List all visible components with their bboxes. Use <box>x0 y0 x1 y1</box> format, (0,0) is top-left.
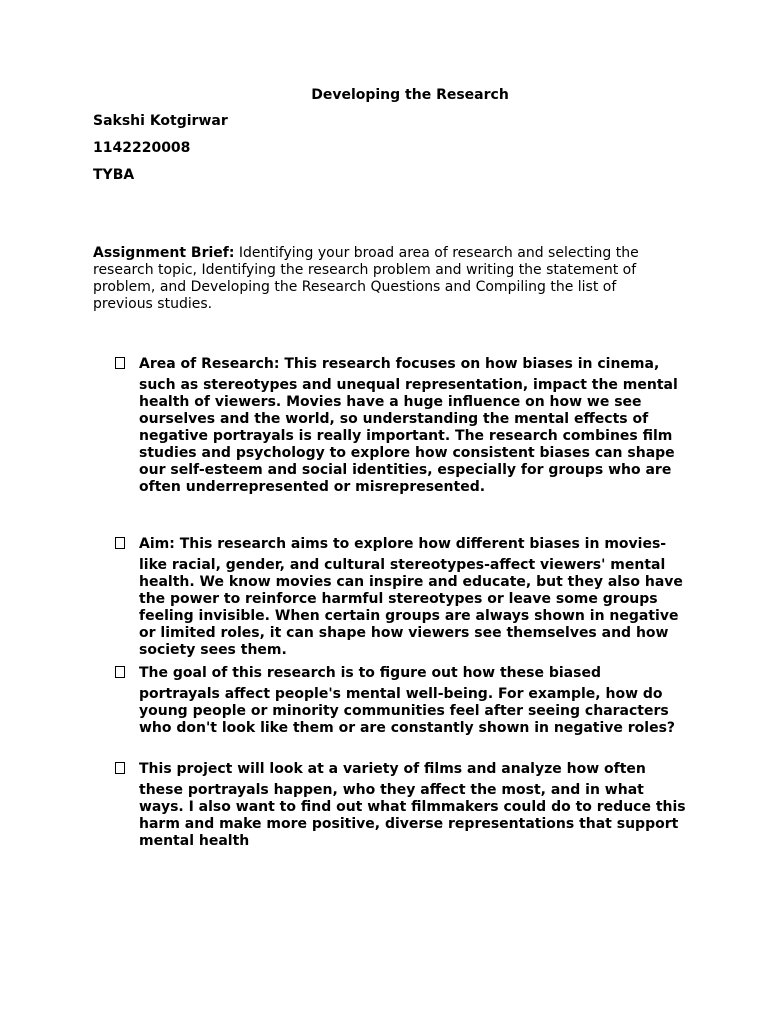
list-item-body: these portrayals happen, who they affect the most, and in what ways. I also want to find out what filmmakers could do to reduce this harm and make more positive, diverse representations that support mental health <box>139 782 686 849</box>
list-item-first-line: This project will look at a variety of films and analyze how often <box>139 761 646 777</box>
assignment-brief-text: Identifying your broad area of research and selecting the research topic, Identifying the research problem and writing the statement of problem, and Developing the Research Questions and Compiling the list of previous studies. <box>93 245 639 312</box>
missing-glyph-bullet-icon <box>115 666 125 678</box>
list-item-body: such as stereotypes and unequal representation, impact the mental health of viewers. Movies have a huge influence on how we see ourselves and the world, so understanding the mental effects of negative portrayals is really important. The research combines film studies and psychology to explore how consistent biases can shape our self-esteem and social identities, especially for groups who are often underrepresented or misrepresented. <box>139 377 678 495</box>
assignment-brief <box>93 245 673 313</box>
class-name: TYBA <box>93 167 135 183</box>
missing-glyph-bullet-icon <box>115 537 125 549</box>
missing-glyph-bullet-icon <box>115 357 125 369</box>
assignment-brief-label: Assignment Brief: <box>93 245 235 261</box>
list-item-first-line: Aim: This research aims to explore how different biases in movies- <box>139 536 667 552</box>
missing-glyph-bullet-icon <box>115 762 125 774</box>
document-title: Developing the Research <box>311 87 509 103</box>
list-item-first-line: Area of Research: This research focuses on how biases in cinema, <box>139 356 660 372</box>
author-name: Sakshi Kotgirwar <box>93 113 228 129</box>
list-item-body: portrayals affect people's mental well-being. For example, how do young people or minority communities feel after seeing characters who don't look like them or are constantly shown in negative roles? <box>139 686 676 736</box>
list-item-body: like racial, gender, and cultural stereotypes-affect viewers' mental health. We know movies can inspire and educate, but they also have the power to reinforce harmful stereotypes or leave some groups feeling invisible. When certain groups are always shown in negative or limited roles, it can shape how viewers see themselves and how society sees them. <box>139 557 683 658</box>
list-item-first-line: The goal of this research is to figure out how these biased <box>139 665 601 681</box>
student-id: 1142220008 <box>93 140 191 156</box>
